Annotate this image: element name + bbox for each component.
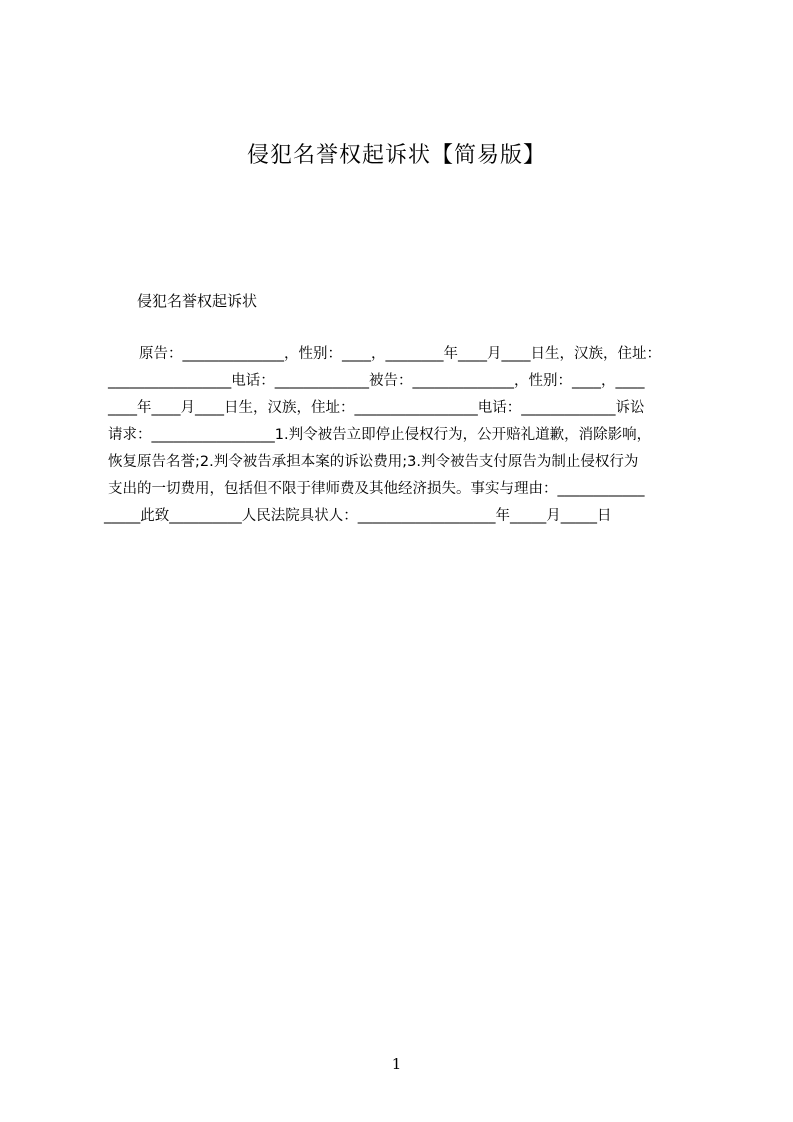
body-line: 原告：______________，性别：____，________年____月____日生，汉族，住址： — [139, 346, 661, 362]
body-line: _________________电话：_____________被告：______________，性别：____，____ — [108, 373, 645, 389]
body-line: 恢复原告名誉;2.判令被告承担本案的诉讼费用;3.判令被告支付原告为制止侵权行为 — [108, 454, 639, 470]
body-line: 支出的一切费用，包括但不限于律师费及其他经济损失。事实与理由：____________ — [108, 481, 645, 497]
body-line: ____年____月____日生，汉族，住址：_________________电话：_____________诉讼 — [108, 400, 645, 416]
body-line: 请求：_________________1.判令被告立即停止侵权行为，公开赔礼道歉，消除影响， — [108, 427, 652, 443]
page-number: 1 — [391, 1055, 402, 1073]
body-line: _____此致__________人民法院具状人：___________________年_____月_____日 — [104, 508, 612, 524]
document-title: 侵犯名誉权起诉状【简易版】 — [246, 143, 546, 168]
document-subtitle: 侵犯名誉权起诉状 — [137, 292, 258, 310]
